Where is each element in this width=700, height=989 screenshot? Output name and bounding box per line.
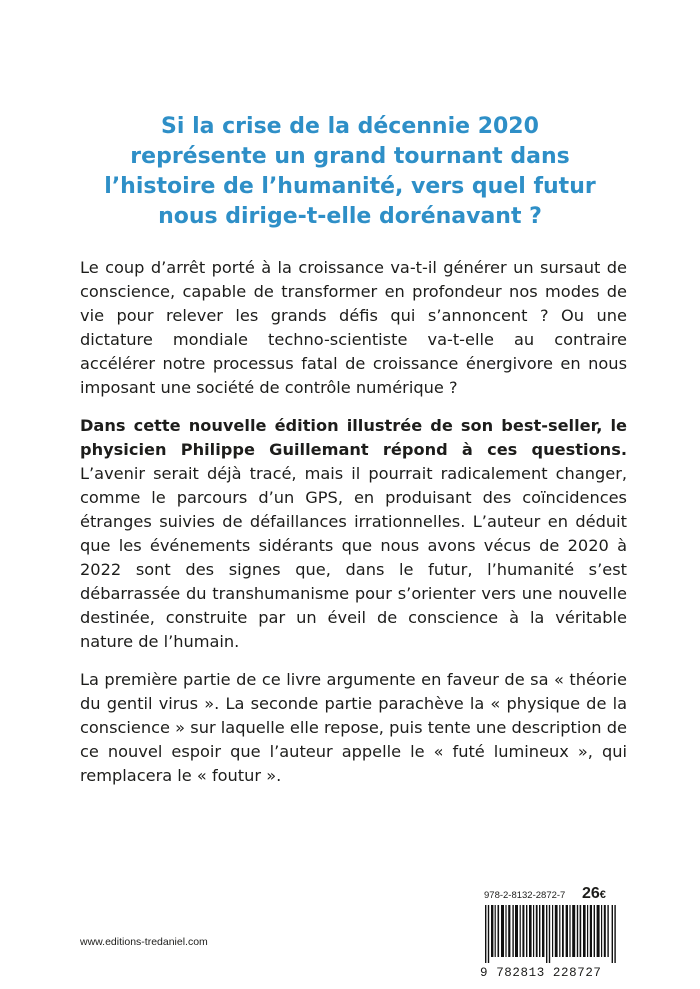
blurb-paragraph-1: Le coup d’arrêt porté à la croissance va-t-il générer un sursaut de conscience, capable de transformer en profondeur nos modes de vie pour relever les grands défis qui s’annoncent ? Ou une dictature mondiale techno-scientiste va-t-elle au contraire accélérer notre processus fatal de croissance énergivore en nous imposant une société de contrôle numérique ? <box>80 258 627 398</box>
headline-line-2: représente un grand tournant dans <box>130 144 570 169</box>
headline-line-4: nous dirige-t-elle dorénavant ? <box>158 204 542 229</box>
blurb-paragraph-2-rest: L’avenir serait déjà tracé, mais il pourrait radicalement changer, comme le parcours d’un GPS, en produisant des coïncidences étranges suivies de défaillances irrationnelles. L’auteur en déduit que les événements sidérants que nous avons vécus de 2020 à 2022 sont des signes que, dans le futur, l’humanité s’est débarrassée du transhumanisme pour s’orienter vers une nouvelle destinée, construite par un éveil de conscience à la véritable nature de l’humain. <box>80 463 627 652</box>
price-currency: € <box>599 889 606 901</box>
barcode-image <box>485 905 616 963</box>
price-value: 26 <box>582 885 600 902</box>
blurb-paragraph-2 <box>80 414 627 655</box>
headline-line-3: l’histoire de l’humanité, vers quel futur <box>104 174 596 199</box>
isbn-number: 978-2-8132-2872-7 <box>484 890 566 901</box>
price-tag <box>582 885 606 903</box>
headline-line-1: Si la crise de la décennie 2020 <box>161 114 539 139</box>
barcode-digits: 9 782813 228727 <box>480 966 602 980</box>
cover-headline <box>0 112 700 232</box>
publisher-website[interactable]: www.editions-tredaniel.com <box>80 936 208 948</box>
blurb-paragraph-2-bold: Dans cette nouvelle édition illustrée de son best-seller, le physicien Philippe Guillemant répond à ces questions. <box>80 415 627 459</box>
blurb-paragraph-3: La première partie de ce livre argumente en faveur de sa « théorie du gentil virus ». La seconde partie parachève la « physique de la conscience » sur laquelle elle repose, puis tente une description de ce nouvel espoir que l’auteur appelle le « futé lumineux », qui remplacera le « foutur ». <box>80 669 627 785</box>
blurb-text <box>80 256 627 801</box>
